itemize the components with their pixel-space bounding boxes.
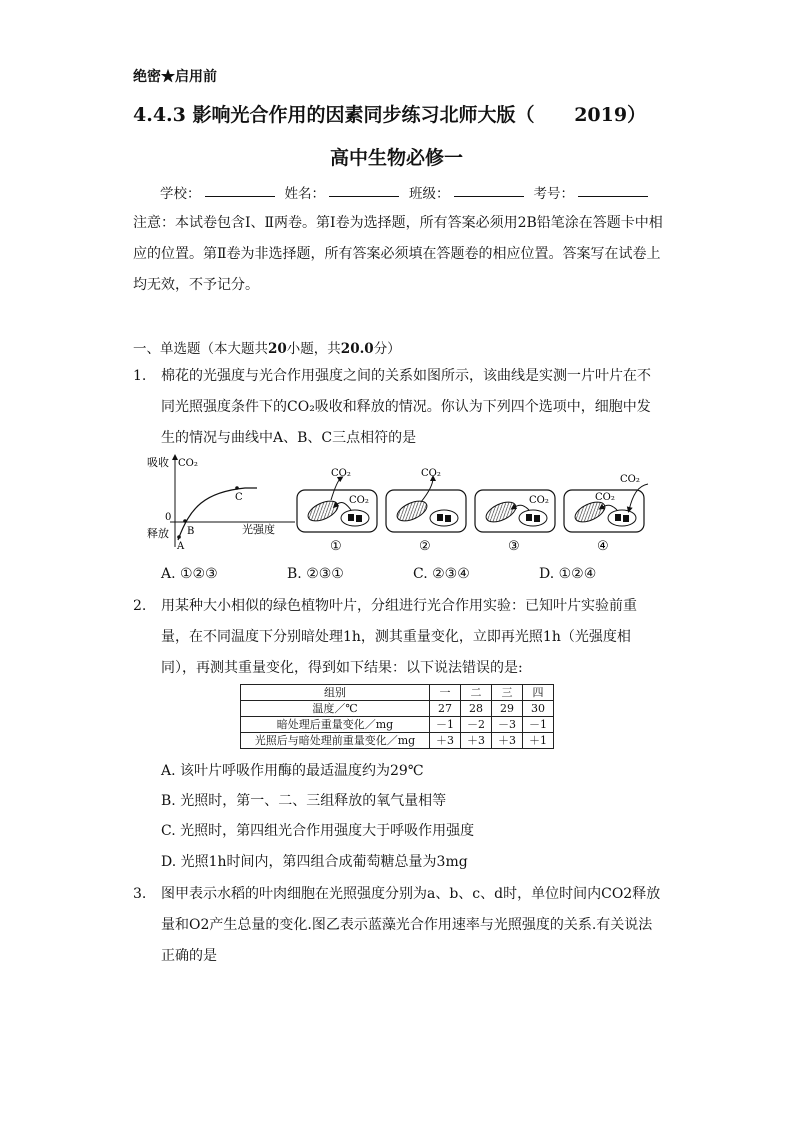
cell-label: ④ (597, 539, 609, 554)
name-field[interactable] (329, 182, 399, 197)
section-count: 20 (268, 341, 287, 357)
q1-option-d[interactable]: D. ①②④ (539, 566, 597, 582)
q1-option-c[interactable]: C. ②③④ (413, 566, 470, 582)
cell-label: ② (419, 539, 431, 554)
mitochondrion-icon (341, 510, 369, 526)
graph-point-c (235, 486, 239, 490)
table-row: 光照后与暗处理前重量变化／mg ＋3 ＋3 ＋3 ＋1 (241, 733, 554, 749)
section-heading (133, 337, 401, 357)
graph-label-release: 释放 (147, 527, 169, 540)
mitochondrion-icon (519, 510, 547, 526)
graph-label-b: B (187, 526, 195, 537)
graph-point-a (177, 535, 181, 539)
q1-option-b[interactable]: B. ②③① (287, 566, 344, 582)
svg-text:CO₂: CO₂ (349, 495, 369, 506)
number-field[interactable] (578, 182, 648, 197)
q2-option-c[interactable]: C. 光照时，第四组光合作用强度大于呼吸作用强度 (161, 823, 475, 839)
q2-table (240, 684, 554, 749)
svg-text:CO₂: CO₂ (595, 492, 615, 503)
graph-label-absorb: 吸收 (147, 456, 169, 469)
class-label: 班级： (409, 186, 450, 202)
svg-text:CO₂: CO₂ (421, 468, 441, 479)
school-field[interactable] (205, 182, 275, 197)
graph-point-b (183, 519, 187, 523)
table-row: 温度／℃ 27 28 29 30 (241, 701, 554, 717)
q1-number: 1. (133, 368, 147, 384)
cell-3 (475, 490, 555, 554)
graph-label-c: C (235, 492, 243, 503)
mitochondrion-icon (608, 510, 636, 526)
page-subtitle: 高中生物必修一 (329, 147, 463, 169)
q2-option-b[interactable]: B. 光照时，第一、二、三组释放的氧气量相等 (161, 793, 447, 809)
graph-label-zero: 0 (165, 512, 172, 523)
section-mid: 小题，共 (286, 341, 341, 357)
table-row: 暗处理后重量变化／mg －1 －2 －3 －1 (241, 717, 554, 733)
q3-number: 3. (133, 886, 147, 902)
cell-label: ① (330, 539, 342, 554)
graph-label-light: 光强度 (242, 523, 275, 536)
secret-label: 绝密★启用前 (133, 69, 217, 85)
cell-label: ③ (508, 539, 520, 554)
q3-text: 图甲表示水稻的叶肉细胞在光照强度分别为a、b、c、d时，单位时间内CO2释放量和O2产生总量的变化.图乙表示蓝藻光合作用速率与光照强度的关系.有关说法正确的是 (161, 886, 661, 964)
q1-cell-diagrams (293, 462, 663, 556)
section-title: 一、单选题（本大题共 (133, 341, 268, 357)
class-field[interactable] (454, 182, 524, 197)
graph-label-co2: CO₂ (178, 458, 198, 469)
chloroplast-icon (483, 498, 519, 526)
graph-label-a: A (177, 541, 185, 552)
section-score: 20.0 (340, 341, 374, 357)
school-label: 学校： (160, 186, 201, 202)
chloroplast-icon (394, 497, 430, 525)
q1-option-a[interactable]: A. ①②③ (161, 566, 218, 582)
q1-graph (145, 452, 295, 554)
q2-option-d[interactable]: D. 光照1h时间内，第四组合成葡萄糖总量为3mg (161, 854, 468, 870)
cell-4 (564, 474, 648, 554)
number-label: 考号： (533, 186, 574, 202)
mitochondrion-icon (430, 510, 458, 526)
svg-text:CO₂: CO₂ (529, 495, 549, 506)
svg-text:CO₂: CO₂ (331, 468, 351, 479)
name-label: 姓名： (284, 186, 325, 202)
q2-number: 2. (133, 598, 147, 614)
q2-option-a[interactable]: A. 该叶片呼吸作用酶的最适温度约为29℃ (161, 763, 424, 779)
svg-text:CO₂: CO₂ (620, 474, 640, 485)
section-end: 分） (373, 341, 401, 357)
cell-2 (386, 468, 466, 554)
chloroplast-icon (305, 497, 341, 525)
student-info-fields (160, 182, 654, 202)
cell-1 (297, 468, 377, 554)
q1-text: 棉花的光强度与光合作用强度之间的关系如图所示，该曲线是实测一片叶片在不同光照强度条件下的CO₂吸收和释放的情况。你认为下列四个选项中，细胞中发生的情况与曲线中A、B、C三点相符的是 (161, 368, 651, 446)
table-row: 组别 一 二 三 四 (241, 685, 554, 701)
q2-text: 用某种大小相似的绿色植物叶片，分组进行光合作用实验：已知叶片实验前重量，在不同温度下分别暗处理1h，测其重量变化，立即再光照1h（光强度相同），再测其重量变化，得到如下结果：以下说法错误的是: (161, 598, 637, 676)
exam-note: 注意：本试卷包含Ⅰ、Ⅱ两卷。第Ⅰ卷为选择题，所有答案必须用2B铅笔涂在答题卡中相应的位置。第Ⅱ卷为非选择题，所有答案必须填在答题卷的相应位置。答案写在试卷上均无效，不予记分。 (133, 215, 663, 293)
page-title: 4.4.3 影响光合作用的因素同步练习北师大版（ 2019） (133, 104, 647, 126)
